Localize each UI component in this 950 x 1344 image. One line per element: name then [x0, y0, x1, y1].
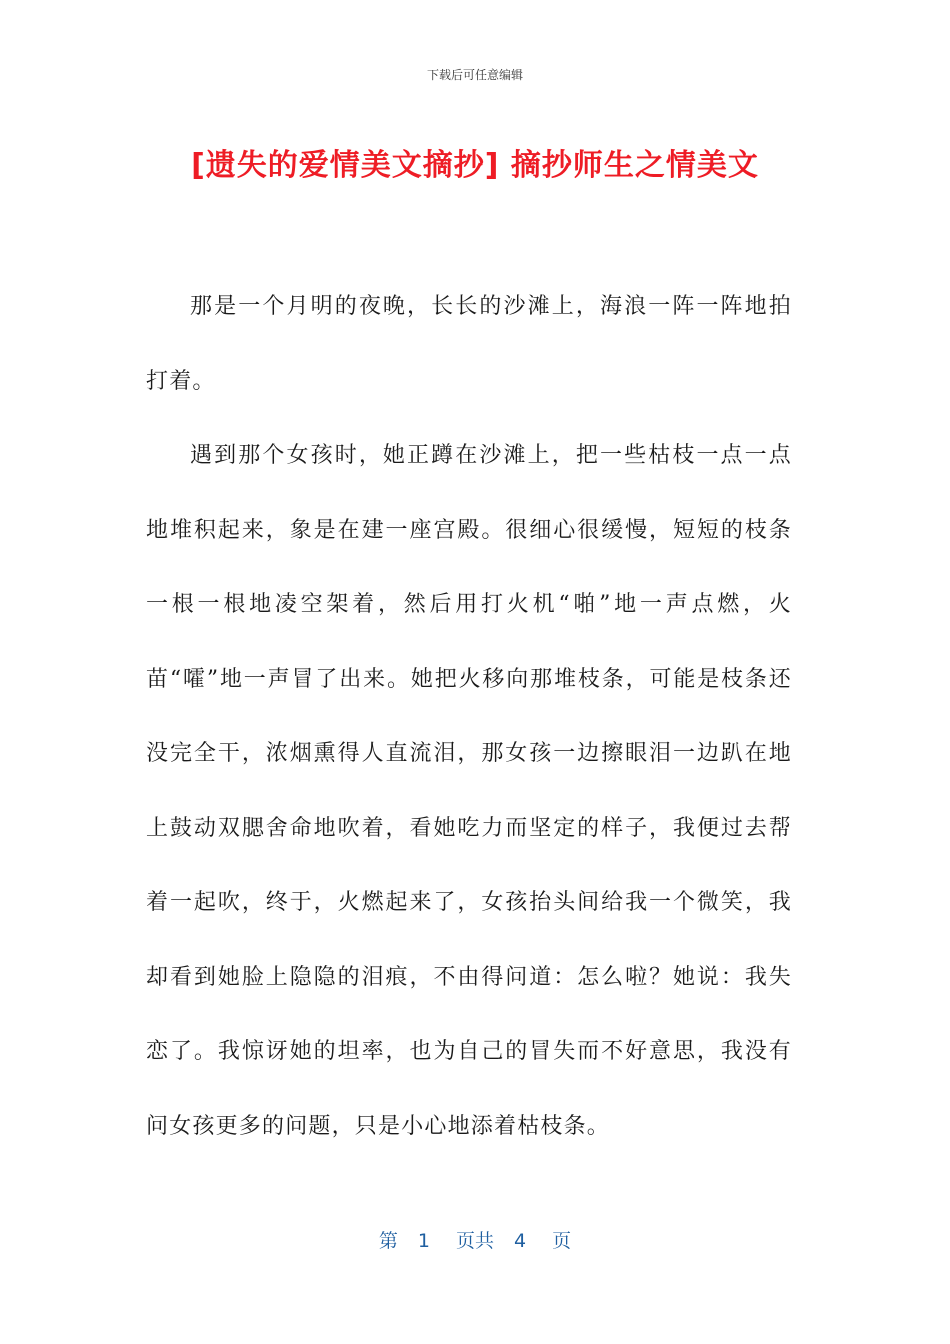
page-footer	[0, 1226, 950, 1253]
footer-prefix: 第	[378, 1230, 398, 1252]
footer-suffix: 页	[552, 1230, 572, 1252]
document-body	[146, 270, 792, 1164]
footer-middle: 页共	[455, 1230, 494, 1252]
header-note: 下载后可任意编辑	[426, 68, 523, 82]
paragraph-1: 那是一个月明的夜晚，长长的沙滩上，海浪一阵一阵地拍打着。	[146, 294, 792, 394]
document-title: [遗失的爱情美文摘抄] 摘抄师生之情美文	[191, 148, 759, 183]
footer-total-pages: 4	[514, 1230, 527, 1252]
footer-current-page: 1	[417, 1230, 430, 1252]
paragraph-2: 遇到那个女孩时，她正蹲在沙滩上，把一些枯枝一点一点地堆积起来，象是在建一座宫殿。很细心很缓慢，短短的枝条一根一根地凌空架着，然后用打火机“啪”地一声点燃，火苗“嚯”地一声冒了出来。她把火移向那堆枝条，可能是枝条还没完全干，浓烟熏得人直流泪，那女孩一边擦眼泪一边趴在地上鼓动双腮舍命地吹着，看她吃力而坚定的样子，我便过去帮着一起吹，终于，火燃起来了，女孩抬头间给我一个微笑，我却看到她脸上隐隐的泪痕，不由得问道：怎么啦？她说：我失恋了。我惊讶她的坦率，也为自己的冒失而不好意思，我没有问女孩更多的问题，只是小心地添着枯枝条。	[146, 443, 792, 1139]
